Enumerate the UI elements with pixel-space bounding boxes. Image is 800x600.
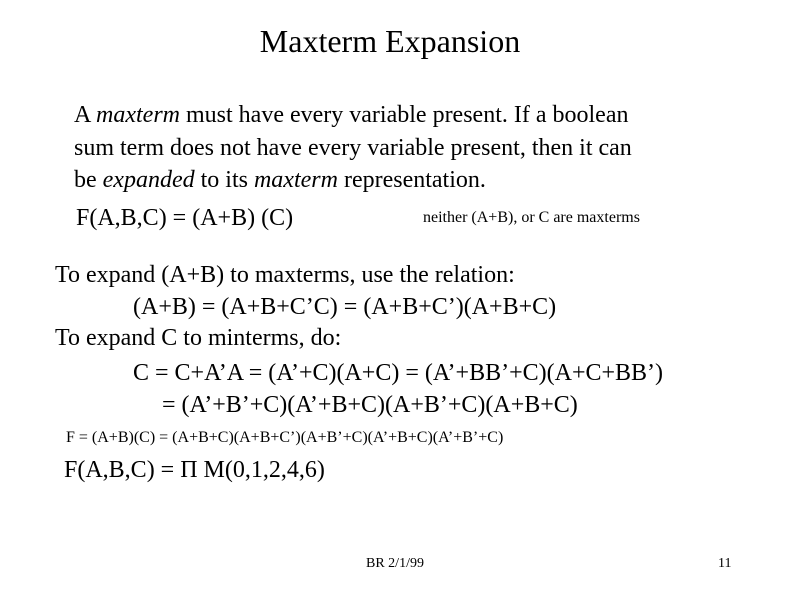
intro-line-3-pre: be xyxy=(74,167,103,193)
example-function: F(A,B,C) = (A+B) (C) xyxy=(76,205,294,231)
intro-line-1 xyxy=(74,100,628,130)
intro-line-1-post: must have every variable present. If a boolean xyxy=(180,102,629,128)
intro-line-1-pre: A xyxy=(74,102,97,128)
intro-line-3-post: representation. xyxy=(337,167,486,193)
result-compact: F(A,B,C) = Π M(0,1,2,4,6) xyxy=(64,457,325,483)
example-note: neither (A+B), or C are maxterms xyxy=(423,209,640,226)
expand-ab-relation: (A+B) = (A+B+C’C) = (A+B+C’)(A+B+C) xyxy=(133,294,557,320)
slide-title: Maxterm Expansion xyxy=(259,23,521,59)
intro-maxterm-emphasis: maxterm xyxy=(96,102,180,128)
intro-line-3 xyxy=(74,165,486,195)
intro-maxterm-emphasis-2: maxterm xyxy=(253,167,338,193)
expand-c-step-1: C = C+A’A = (A’+C)(A+C) = (A’+BB’+C)(A+C+BB’) xyxy=(133,360,664,386)
expand-c-heading: To expand C to minterms, do: xyxy=(55,325,342,351)
expand-ab-heading: To expand (A+B) to maxterms, use the relation: xyxy=(55,262,515,288)
intro-line-3-mid: to its xyxy=(194,167,254,193)
expand-c-step-2: = (A’+B’+C)(A’+B+C)(A+B’+C)(A+B+C) xyxy=(162,392,578,418)
page-number: 11 xyxy=(718,556,732,571)
intro-line-2: sum term does not have every variable present, then it can xyxy=(74,135,632,161)
intro-expanded-emphasis: expanded xyxy=(102,167,195,193)
result-full-expansion: F = (A+B)(C) = (A+B+C)(A+B+C’)(A+B’+C)(A’+B+C)(A’+B’+C) xyxy=(66,429,504,446)
footer-date: BR 2/1/99 xyxy=(366,556,424,571)
